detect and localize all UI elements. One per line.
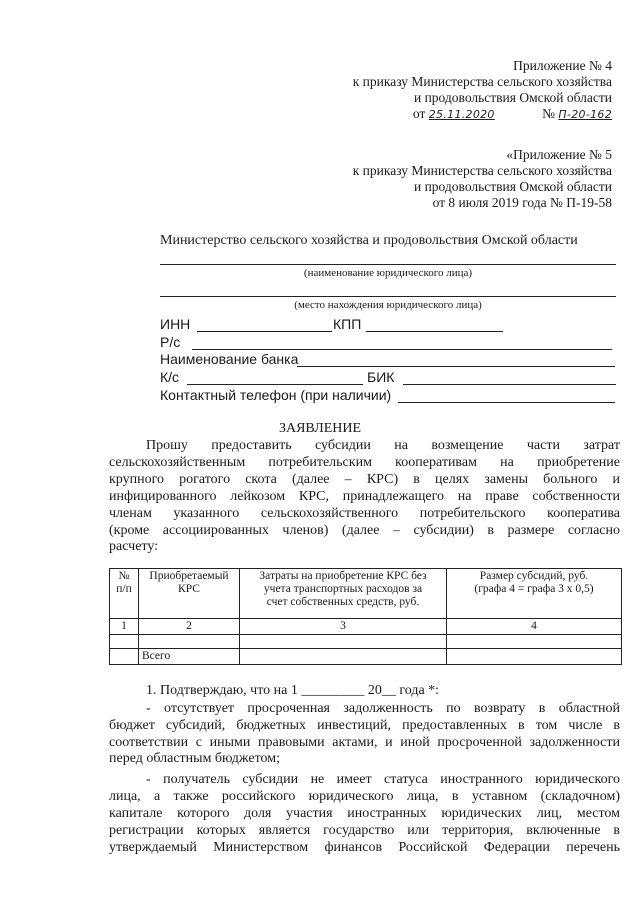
- confirm-p1-line-4: перед областным бюджетом;: [109, 751, 281, 766]
- header-subsidy-line-2: (графа 4 = графа 3 х 0,5): [474, 583, 594, 595]
- confirm-p2-line-5: утверждаемый Министерством финансов Российской Федерации перечень: [109, 840, 620, 855]
- confirm-p2-line-3: капитале которого доля участия иностранных юридических лиц, местом: [109, 806, 620, 821]
- confirm-line: 1. Подтверждаю, что на 1 _________ 20__ года *:: [146, 683, 440, 698]
- number-prefix: №: [542, 106, 556, 121]
- header-costs: [240, 569, 447, 619]
- intro-line-1: Прошу предоставить субсидии на возмещение части затрат: [146, 438, 620, 453]
- confirm-p1-line-2: бюджет субсидий, бюджетных инвестиций, предоставленных в том числе в: [109, 718, 620, 733]
- location-caption: (место нахождения юридического лица): [294, 299, 482, 311]
- org-name-caption: (наименование юридического лица): [303, 267, 473, 279]
- confirm-p1-line-1: - отсутствует просроченная задолженность по возврату в областной: [146, 701, 620, 716]
- appendix-5-order-line: к приказу Министерства сельского хозяйства: [352, 163, 612, 178]
- inn-field-line: [197, 331, 332, 332]
- confirm-p2-line-2: лица, а также российского юридического лица, в уставном (складочном): [109, 789, 620, 804]
- header-costs-line-2: учета транспортных расходов за: [263, 583, 423, 595]
- ks-field-line: [187, 384, 363, 385]
- header-cattle: [139, 569, 240, 619]
- intro-line-6: (кроме ассоциированных членов) (далее – субсидии) в размере согласно: [109, 523, 620, 538]
- table-cell: 1: [110, 619, 139, 635]
- table-cell: [447, 635, 622, 649]
- rs-label: Р/с: [160, 334, 181, 350]
- bik-field-line: [403, 384, 616, 385]
- location-line: [160, 296, 616, 297]
- appendix-4-title: Приложение № 4: [513, 58, 612, 73]
- header-costs-line-1: Затраты на приобретение КРС без: [259, 570, 427, 582]
- header-cattle-line-1: Приобретаемый: [149, 570, 229, 582]
- table-header-row: [110, 569, 622, 619]
- table-cell: 4: [447, 619, 622, 635]
- bank-field-line: [297, 366, 615, 367]
- intro-line-7: расчету:: [109, 539, 159, 554]
- table-cell: [240, 649, 447, 665]
- handwritten-number: П-20-162: [558, 108, 612, 121]
- intro-line-5: членам указанного сельскохозяйственного потребительского кооператива: [109, 506, 620, 521]
- document-title: ЗАЯВЛЕНИЕ: [278, 421, 362, 436]
- phone-label: Контактный телефон (при наличии): [160, 387, 392, 403]
- rs-field-line: [192, 349, 612, 350]
- table-cell: [240, 635, 447, 649]
- ks-label: К/с: [160, 369, 180, 385]
- appendix-5-ministry-line: и продовольствия Омской области: [413, 179, 612, 194]
- header-number: [110, 569, 139, 619]
- table-cell: [447, 649, 622, 665]
- header-number-line-1: №: [118, 570, 130, 582]
- appendix-4-header: [353, 58, 612, 123]
- confirm-p1-line-3: соответствии с иными правовыми актами, и иной просроченной задолженности: [109, 735, 620, 750]
- handwritten-date: 25.11.2020: [428, 108, 495, 121]
- header-subsidy-line-1: Размер субсидий, руб.: [479, 570, 589, 582]
- date-prefix: от: [412, 106, 426, 121]
- table-cell: [110, 635, 139, 649]
- intro-line-3: крупного рогатого скота (далее – КРС) в целях замены больного и: [109, 472, 620, 487]
- intro-line-2: сельскохозяйственным потребительским кооперативам на приобретение: [109, 455, 620, 470]
- table-cell: [139, 635, 240, 649]
- header-subsidy: [447, 569, 622, 619]
- table-cell: 2: [139, 619, 240, 635]
- confirm-p2-line-4: регистрации которых является государство или территория, включенные в: [109, 823, 620, 838]
- inn-label: ИНН: [160, 316, 191, 332]
- addressee: Министерство сельского хозяйства и продовольствия Омской области: [160, 233, 578, 248]
- table-cell: 3: [240, 619, 447, 635]
- appendix-4-order-line: к приказу Министерства сельского хозяйства: [352, 74, 612, 89]
- header-costs-line-3: счет собственных средств, руб.: [266, 596, 420, 608]
- appendix-4-ministry-line: и продовольствия Омской области: [413, 90, 612, 105]
- table-cell: [110, 649, 139, 665]
- bank-label: Наименование банка: [160, 351, 299, 367]
- appendix-5-title: «Приложение № 5: [506, 147, 612, 162]
- total-label: Всего: [139, 649, 240, 665]
- appendix-5-date-line: от 8 июля 2019 года № П-19-58: [432, 195, 612, 210]
- confirm-p2-line-1: - получатель субсидии не имеет статуса иностранного юридического: [146, 772, 620, 787]
- appendix-4-date-line: [353, 106, 612, 123]
- table-total-row: [110, 649, 622, 665]
- kpp-label: КПП: [333, 316, 362, 332]
- calculation-table: [109, 568, 622, 665]
- bik-label: БИК: [367, 369, 395, 385]
- appendix-5-header: [353, 147, 612, 211]
- table-row: [110, 619, 622, 635]
- org-name-line: [160, 264, 616, 265]
- phone-field-line: [398, 402, 615, 403]
- header-number-line-2: п/п: [116, 583, 132, 595]
- kpp-field-line: [366, 331, 503, 332]
- intro-line-4: инфицированного лейкозом КРС, принадлежащего на праве собственности: [109, 489, 620, 504]
- header-cattle-line-2: КРС: [178, 583, 200, 595]
- table-row: [110, 635, 622, 649]
